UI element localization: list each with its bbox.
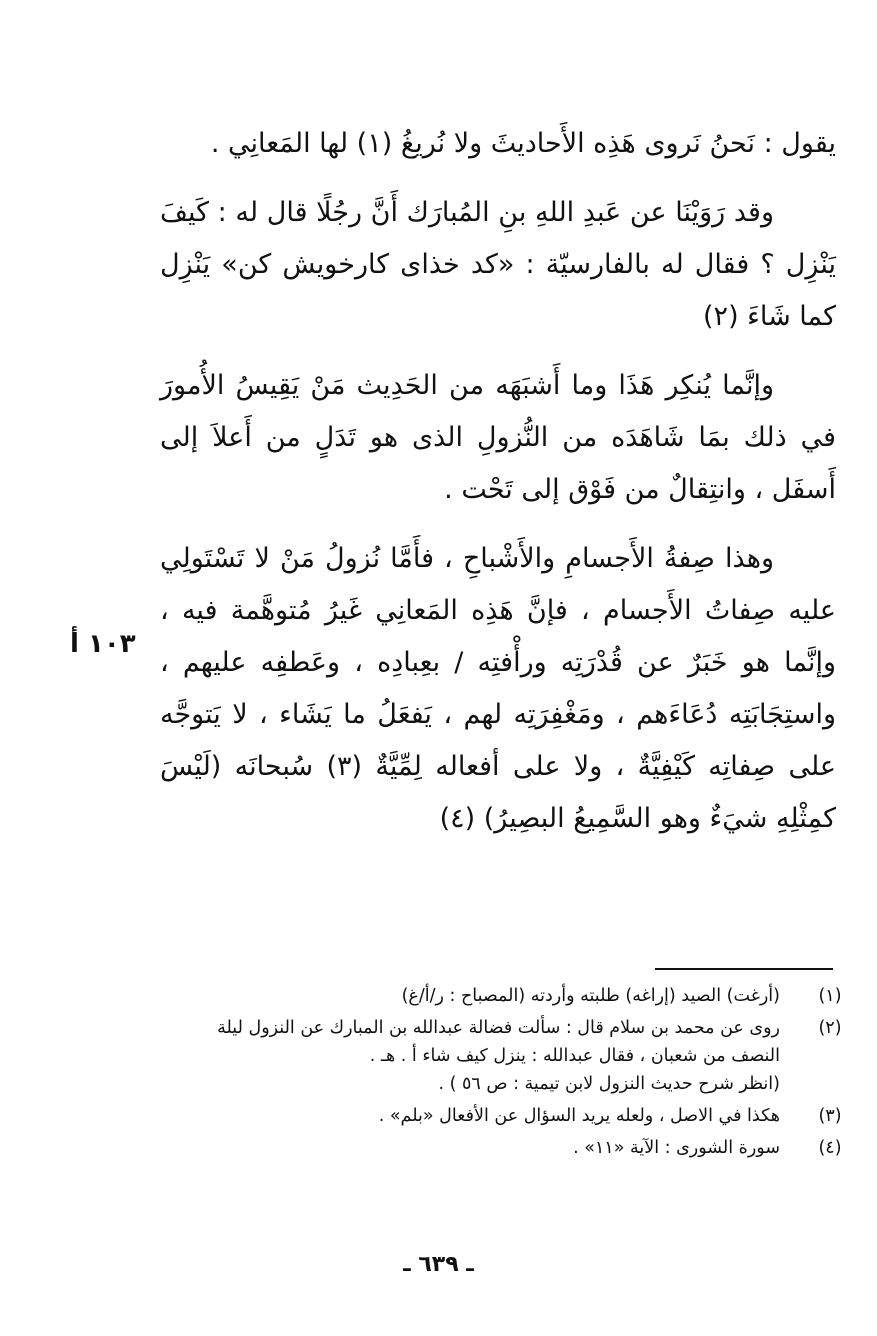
folio-mark: ١٠٣ أ	[70, 629, 136, 659]
paragraph-2: وقد رَوَيْنَا عن عَبدِ اللهِ بنِ المُبارَك أَنَّ رجُلًا قال له : كَيفَ يَنْزِل ؟ فقال له بالفارسيّة : «كد خذاى كارخويش كن» يَنْزِل كما شَاءَ (٢)	[160, 197, 836, 332]
footnote-text: النصف من شعبان ، فقال عبدالله : ينزل كيف شاء أ . هـ .	[369, 1046, 780, 1066]
footnote-divider	[655, 968, 833, 970]
paragraph-4: وهذا صِفةُ الأَجسامِ والأَشْباحِ ، فأَمَّا نُزولُ مَنْ لا تَسْتَولِي عليه صِفاتُ الأَجسام ، فإنَّ هَذِه المَعانِي غَيرُ مُتوهَّمة فيه ، وإنَّما هو خَبَرٌ عن قُدْرَتِه ورأْفتِه / بعِبادِه ، وعَطفِه عليهم ، واستِجَابَتِه دُعَاءَهم ، ومَغْفِرَتِه لهم ، يَفعَلُ ما يَشَاء ، لا يَتوجَّه على صِفاتِه كَيْفِيَّةٌ ، ولا على أفعاله لِمِّيَّةٌ (٣) سُبحانَه (لَيْسَ كمِثْلِهِ شيَءٌ وهو السَّمِيعُ البصِيرُ) (٤)	[160, 543, 836, 834]
footnote-number: (٤)	[818, 1138, 842, 1158]
footnote-number: (٢)	[818, 1018, 842, 1038]
footnote-2	[170, 1014, 850, 1098]
footnote-3	[170, 1102, 850, 1130]
footnotes	[170, 982, 850, 1166]
footnote-text: روى عن محمد بن سلام قال : سألت فضالة عبدالله بن المبارك عن النزول ليلة	[217, 1018, 780, 1038]
footnote-text: (أرغت) الصيد (إراغه) طلبته وأردته (المصباح : ر/أ/غ)	[401, 986, 780, 1006]
main-text	[160, 118, 836, 862]
paragraph-3: وإنَّما يُنكِر هَذَا وما أَشبَهَه من الحَدِيث مَنْ يَقِيسُ الأُمورَ في ذلك بمَا شَاهَدَه من النُّزولِ الذى هو تَدَلٍ من أَعلاَ إلى أَسفَل ، وانتِقالٌ من فَوْق إلى تَحْت .	[160, 370, 836, 505]
page-number: ـ ٦٣٩ ـ	[403, 1252, 474, 1277]
paragraph-1: يقول : نَحنُ نَروى هَذِه الأَحاديثَ ولا نُريغُ (١) لها المَعانِي .	[210, 128, 836, 159]
footnote-text: (انظر شرح حديث النزول لابن تيمية : ص ٥٦ ) .	[438, 1074, 780, 1094]
footnote-number: (١)	[818, 986, 842, 1006]
footnote-4	[170, 1134, 850, 1162]
footnote-text: سورة الشورى : الآية «١١» .	[573, 1138, 780, 1158]
footnote-1	[170, 982, 850, 1010]
footnote-number: (٣)	[818, 1106, 842, 1126]
footnote-text: هكذا في الاصل ، ولعله يريد السؤال عن الأفعال «بلم» .	[378, 1106, 780, 1126]
